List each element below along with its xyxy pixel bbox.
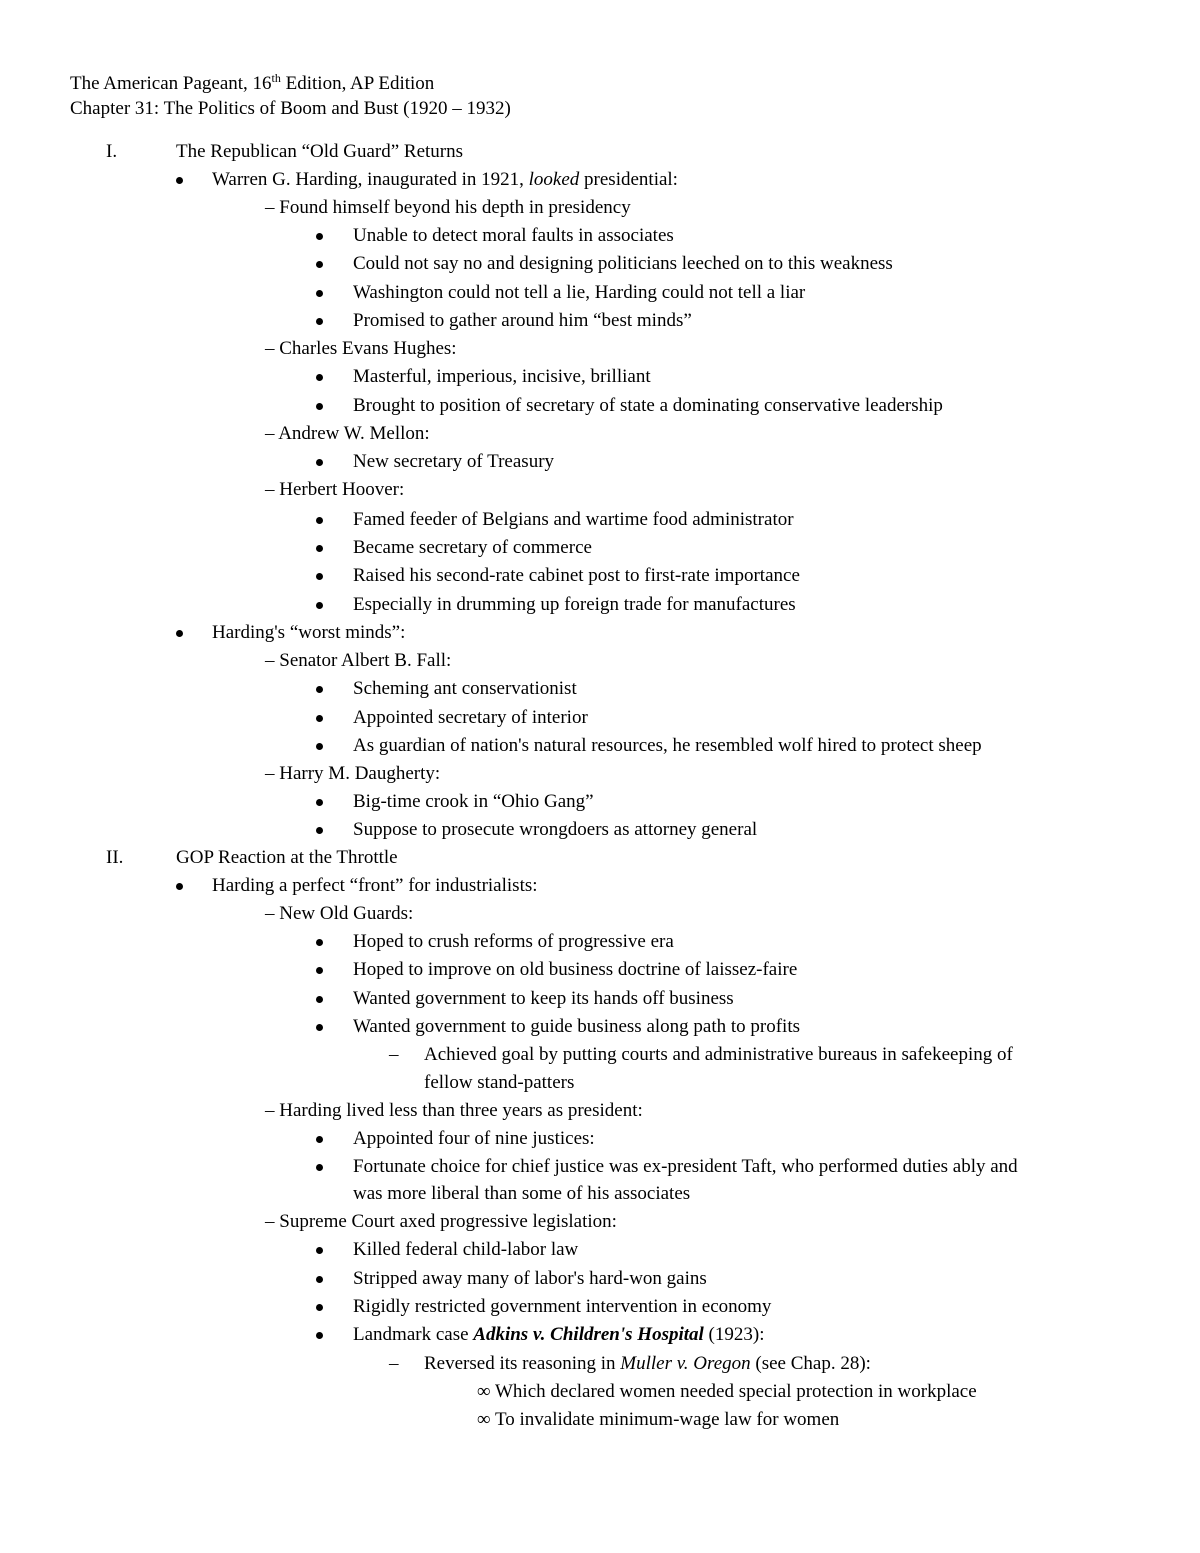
outline-subheading: – Andrew W. Mellon: (265, 423, 430, 444)
outline-subheading: – Charles Evans Hughes: (265, 338, 457, 359)
outline-item: Suppose to prosecute wrongdoers as attorney general (353, 819, 758, 840)
infinity-bullet-icon: ∞ (477, 1381, 491, 1402)
book-title-suffix: Edition, AP Edition (280, 73, 435, 94)
outline-item: Fortunate choice for chief justice was ex-president Taft, who performed duties ably and (353, 1156, 1018, 1177)
case-name: Adkins v. Children's Hospital (473, 1324, 704, 1345)
outline-item: Raised his second-rate cabinet post to first-rate importance (353, 565, 800, 586)
bullet-icon (316, 958, 324, 982)
bullet-icon (176, 168, 184, 192)
outline-item: Appointed four of nine justices: (353, 1128, 595, 1149)
outline-subheading: – Supreme Court axed progressive legislation: (265, 1211, 617, 1232)
outline-subheading: – Herbert Hoover: (265, 479, 405, 500)
outline-item: Washington could not tell a lie, Harding could not tell a liar (353, 282, 806, 303)
bullet-icon (316, 1015, 324, 1039)
bullet-icon (316, 930, 324, 954)
section-title: The Republican “Old Guard” Returns (176, 141, 464, 162)
bullet-icon (176, 621, 184, 645)
bullet-icon (316, 734, 324, 758)
outline-subheading: – Harry M. Daugherty: (265, 763, 441, 784)
book-title (70, 72, 434, 96)
outline-item-continuation: was more liberal than some of his associates (353, 1183, 691, 1204)
outline-item: Hoped to crush reforms of progressive era (353, 931, 674, 952)
item-text: Reversed its reasoning in (424, 1353, 621, 1374)
outline-item: New secretary of Treasury (353, 451, 555, 472)
outline-item: As guardian of nation's natural resources, he resembled wolf hired to protect sheep (353, 735, 982, 756)
item-text: Warren G. Harding, inaugurated in 1921, (212, 169, 529, 190)
bullet-icon (316, 309, 324, 333)
outline-item: Especially in drumming up foreign trade for manufactures (353, 594, 796, 615)
outline-item (424, 1352, 871, 1376)
section-title: GOP Reaction at the Throttle (176, 847, 398, 868)
outline-item: Promised to gather around him “best minds” (353, 310, 692, 331)
chapter-title: Chapter 31: The Politics of Boom and Bust (1920 – 1932) (70, 98, 511, 119)
outline-item: Could not say no and designing politicians leeched on to this weakness (353, 253, 893, 274)
emphasis-text: looked (528, 169, 580, 190)
outline-item: Stripped away many of labor's hard-won gains (353, 1268, 707, 1289)
outline-subheading: – Found himself beyond his depth in presidency (265, 197, 631, 218)
dash-marker: – (389, 1353, 399, 1374)
bullet-icon (316, 593, 324, 617)
bullet-icon (316, 252, 324, 276)
bullet-icon (316, 1155, 324, 1179)
bullet-icon (316, 281, 324, 305)
outline-item: Big-time crook in “Ohio Gang” (353, 791, 594, 812)
outline-item: Which declared women needed special protection in workplace (495, 1381, 977, 1402)
bullet-icon (176, 874, 184, 898)
outline-item: Harding's “worst minds”: (212, 622, 406, 643)
item-text: presidential: (579, 169, 678, 190)
bullet-icon (316, 790, 324, 814)
bullet-icon (316, 1295, 324, 1319)
item-text: (see Chap. 28): (750, 1353, 871, 1374)
outline-item: Harding a perfect “front” for industrialists: (212, 875, 538, 896)
outline-item: Famed feeder of Belgians and wartime food administrator (353, 509, 794, 530)
outline-item: Masterful, imperious, incisive, brilliant (353, 366, 651, 387)
outline-item (353, 1323, 764, 1347)
bullet-icon (316, 1127, 324, 1151)
outline-item: Wanted government to keep its hands off business (353, 988, 734, 1009)
infinity-bullet-icon: ∞ (477, 1409, 491, 1430)
section-numeral: II. (106, 847, 124, 868)
bullet-icon (316, 677, 324, 701)
bullet-icon (316, 818, 324, 842)
bullet-icon (316, 1323, 324, 1347)
bullet-icon (316, 508, 324, 532)
outline-item (212, 168, 678, 192)
outline-item: Became secretary of commerce (353, 537, 592, 558)
bullet-icon (316, 706, 324, 730)
outline-item: Brought to position of secretary of state a dominating conservative leadership (353, 395, 943, 416)
section-numeral: I. (106, 141, 118, 162)
outline-item-continuation: fellow stand-patters (424, 1072, 575, 1093)
outline-item: To invalidate minimum-wage law for women (495, 1409, 840, 1430)
outline-item: Hoped to improve on old business doctrine of laissez-faire (353, 959, 798, 980)
bullet-icon (316, 536, 324, 560)
outline-item: Appointed secretary of interior (353, 707, 588, 728)
outline-item: Killed federal child-labor law (353, 1239, 579, 1260)
outline-item: Wanted government to guide business along path to profits (353, 1016, 801, 1037)
outline-item: Scheming ant conservationist (353, 678, 577, 699)
bullet-icon (316, 224, 324, 248)
bullet-icon (316, 987, 324, 1011)
dash-marker: – (389, 1044, 399, 1065)
bullet-icon (316, 1267, 324, 1291)
item-text: (1923): (703, 1324, 765, 1345)
bullet-icon (316, 394, 324, 418)
bullet-icon (316, 450, 324, 474)
bullet-icon (316, 1238, 324, 1262)
edition-superscript: th (271, 71, 281, 85)
outline-item: Unable to detect moral faults in associates (353, 225, 674, 246)
bullet-icon (316, 564, 324, 588)
case-name: Muller v. Oregon (620, 1353, 751, 1374)
outline-subheading: – Senator Albert B. Fall: (265, 650, 452, 671)
item-text: Landmark case (353, 1324, 474, 1345)
outline-subheading: – New Old Guards: (265, 903, 414, 924)
book-title-text: The American Pageant, 16 (70, 73, 272, 94)
outline-item: Achieved goal by putting courts and administrative bureaus in safekeeping of (424, 1044, 1013, 1065)
bullet-icon (316, 365, 324, 389)
outline-subheading: – Harding lived less than three years as president: (265, 1100, 643, 1121)
outline-item: Rigidly restricted government intervention in economy (353, 1296, 772, 1317)
